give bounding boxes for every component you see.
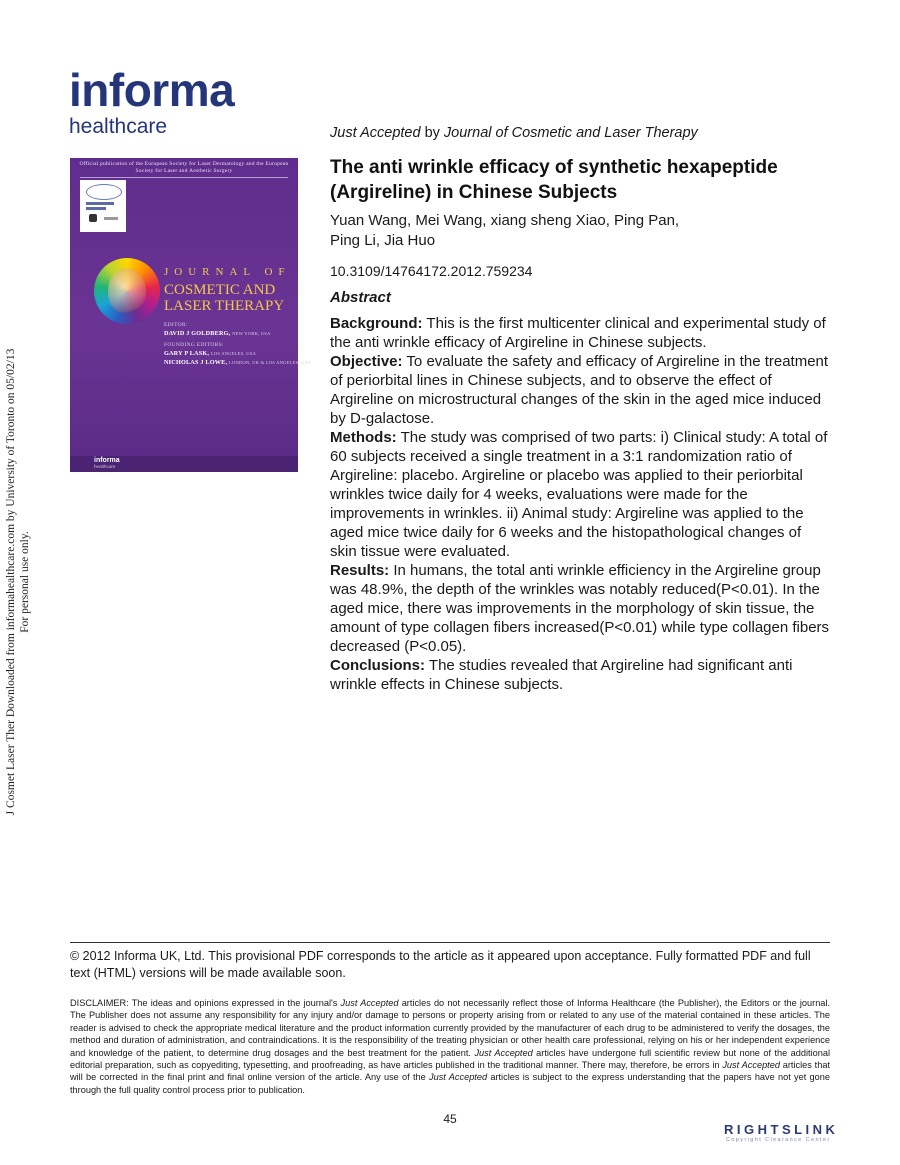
abstract-methods [330, 428, 830, 561]
authors-line-2: Ping Li, Jia Huo [330, 232, 436, 249]
abstract-results [330, 561, 830, 656]
by-text: by [420, 125, 444, 141]
conclusions-text: The studies revealed that Argireline had significant anti wrinkle effects in Chinese subjects. [330, 657, 793, 693]
cover-society-logos [80, 180, 126, 232]
editor-entry [164, 329, 294, 338]
founding-editor-place: LOS ANGELES, USA [210, 351, 257, 356]
just-accepted-label: Just Accepted [330, 125, 421, 141]
informa-healthcare-logo [69, 66, 234, 138]
download-watermark [4, 342, 40, 822]
results-label: Results: [330, 562, 390, 579]
article-main [330, 124, 830, 694]
abstract-heading: Abstract [330, 289, 391, 306]
cover-title-line-3: LASER THERAPY [164, 298, 285, 314]
abstract-body [330, 314, 830, 694]
cover-title-line-1: JOURNAL OF [164, 266, 291, 278]
cover-publisher-logo [70, 456, 298, 472]
watermark-line-1: J Cosmet Laser Ther Downloaded from informahealthcare.com by University of Toronto on 05/02/13 [5, 348, 17, 816]
color-wheel-face-icon [94, 258, 160, 324]
cover-logo-sub: healthcare [94, 464, 116, 469]
methods-label: Methods: [330, 429, 397, 446]
founding-editor-entry [164, 349, 294, 358]
watermark-line-2: For personal use only. [19, 531, 31, 633]
logo-mark-icon [89, 214, 97, 222]
founding-editor-name: NICHOLAS J LOWE, [164, 359, 228, 366]
logo-bar-icon [86, 202, 114, 205]
author-list [330, 211, 830, 251]
rightslink-wordmark: RIGHTSLINK [724, 1122, 839, 1137]
journal-name: Journal of Cosmetic and Laser Therapy [443, 125, 698, 141]
abstract-conclusions [330, 656, 830, 694]
just-accepted-line [330, 124, 830, 142]
authors-line-1: Yuan Wang, Mei Wang, xiang sheng Xiao, Ping Pan, [330, 212, 680, 229]
background-text: This is the first multicenter clinical and experimental study of the anti wrinkle efficacy of Argireline in Chinese subjects. [330, 315, 826, 351]
editor-label: EDITOR: [164, 322, 188, 328]
article-doi: 10.3109/14764172.2012.759234 [330, 263, 533, 279]
objective-text: To evaluate the safety and efficacy of Argireline in the treatment of periorbital lines in Chinese subjects, and to observe the effect of Argireline on microstructural changes of the skin in the aged mice induced by D-galactose. [330, 353, 829, 427]
cover-logo-word: informa [94, 457, 120, 464]
cover-editors [164, 321, 311, 367]
abstract-objective [330, 352, 830, 428]
cover-journal-title [164, 266, 291, 314]
objective-label: Objective: [330, 353, 403, 370]
founding-editor-name: GARY P LASK, [164, 350, 210, 357]
founding-editor-entry [164, 358, 311, 367]
logo-sub: healthcare [69, 115, 168, 138]
editor-name: DAVID J GOLDBERG, [164, 330, 231, 337]
logo-word: informa [69, 64, 235, 116]
page-number: 45 [443, 1112, 457, 1126]
cover-rule [80, 177, 288, 178]
copyright-notice: © 2012 Informa UK, Ltd. This provisional PDF corresponds to the article as it appeared upon acceptance. Fully formatted PDF and full text (HTML) versions will be made available soon. [70, 949, 811, 980]
methods-text: The study was comprised of two parts: i) Clinical study: A total of 60 subjects received a single treatment in a 3:1 randomization ratio of Argireline: placebo. Argireline or placebo was applied to their periorbital wrinkles twice daily for 4 weeks, evaluations were made for the improvements in wrinkles. ii) Animal study: Argireline was applied to the aged mice twice daily for 6 weeks and the histopathological changes of skin tissue were evaluated. [330, 429, 828, 560]
rightslink-subtitle: Copyright Clearance Center [726, 1137, 831, 1143]
journal-cover-image [70, 158, 311, 472]
results-text: In humans, the total anti wrinkle efficiency in the Argireline group was 48.9%, the depth of the wrinkles was notably reduced(P<0.01). In the aged mice, there was improvements in the morphology of skin tissue, the amount of type collagen fibers increased(P<0.01) while type collagen fibers decreased (P<0.05). [330, 562, 830, 655]
logo-text-mark [104, 217, 118, 220]
conclusions-label: Conclusions: [330, 657, 426, 674]
editor-place: NEW YORK, USA [232, 331, 271, 336]
rightslink-logo[interactable] [724, 1123, 890, 1149]
society-oval-icon [86, 184, 122, 200]
background-label: Background: [330, 315, 423, 332]
disclaimer: DISCLAIMER: The ideas and opinions expressed in the journal's Just Accepted articles do not necessarily reflect those of Informa Healthcare (the Publisher), the Editors or the journal. The Publisher does not assume any responsibility for any injury and/or damage to persons or property arising from or related to any use of the material contained in these articles. The reader is advised to check the appropriate medical literature and the product information currently provided by the manufacturer of each drug to be administered to verify the dosages, the method and duration of administration, and contraindications. It is the responsibility of the treating physician or other health care professional, relying on his or her independent experience and knowledge of the patient, to determine drug dosages and the best treatment for the patient. Just Accepted articles have undergone full scientific review but none of the additional editorial preparation, such as copyediting, typesetting, and proofreading, as have articles published in the traditional manner. There may, therefore, be errors in Just Accepted articles that will be corrected in the final print and final online version of the article. Any use of the Just Accepted articles is subject to the express understanding that the papers have not yet gone through the full quality control process prior to publication. [70, 998, 831, 1095]
cover-society-text: Official publication of the European Society for Laser Dermatology and the European Society for Laser and Aesthetic Surgery [79, 161, 289, 174]
footer-divider [70, 942, 830, 943]
abstract-background [330, 314, 830, 352]
face-icon [108, 268, 146, 314]
founding-editor-place: LONDON, UK & LOS ANGELES, USA [228, 360, 311, 365]
logo-bar-icon [86, 207, 106, 210]
cover-title-line-2: COSMETIC AND [164, 282, 276, 298]
founding-editors-label: FOUNDING EDITORS: [164, 342, 224, 348]
article-title: The anti wrinkle efficacy of synthetic hexapeptide (Argireline) in Chinese Subjects [330, 157, 778, 203]
